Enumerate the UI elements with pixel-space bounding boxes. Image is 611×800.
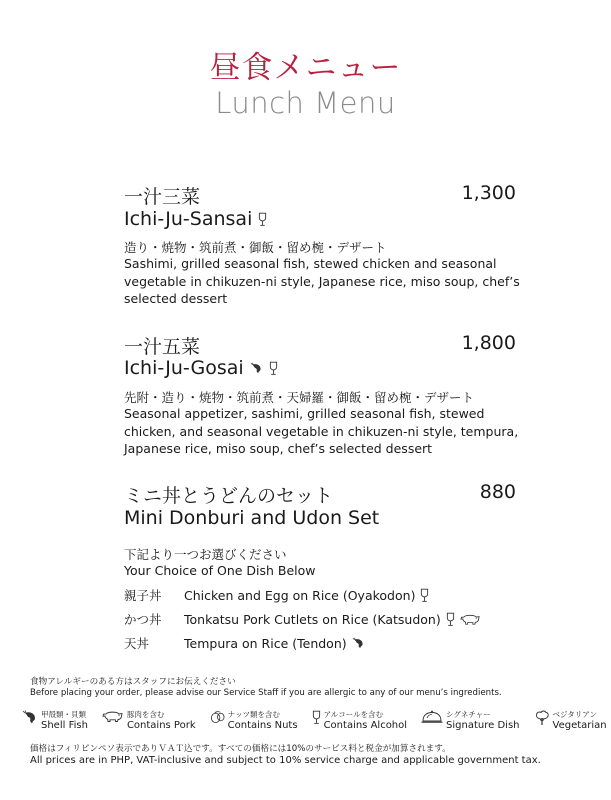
legend-label-jp: アルコールを含む [323, 710, 384, 719]
dish-1-desc-en: Sashimi, grilled seasonal fish, stewed chicken and seasonal vegetable in chikuzen-ni style, Japanese rice, miso soup, chef’s selected dessert [124, 256, 520, 306]
legend-label-en: Vegetarian [552, 720, 607, 731]
dish-1-desc-jp: 造り・焼物・筑前煮・御飯・留め椀・デザート [124, 240, 387, 255]
choice-instruction-en: Your Choice of One Dish Below [124, 563, 316, 578]
legend-label-jp: 甲殻類・貝類 [41, 710, 86, 719]
pork-icon [460, 613, 481, 625]
choice-2-name-en: Tonkatsu Pork Cutlets on Rice (Katsudon) [184, 611, 441, 627]
nuts-icon [210, 710, 225, 724]
icon-legend [22, 710, 611, 732]
choice-3-name-jp: 天丼 [124, 636, 150, 651]
list-item [124, 634, 365, 652]
vegetarian-icon [534, 710, 550, 726]
legend-vegetarian [534, 710, 607, 732]
shellfish-icon [352, 637, 365, 649]
dish-1-name-jp: 一汁三菜 [124, 186, 201, 208]
price-note-jp: 価格はフィリピンペソ表示でありＶＡＴ込です。すべての価格には10%のサービス料と税金が加算されます。 [30, 744, 451, 754]
legend-label-jp: 豚肉を含む [126, 710, 165, 719]
shellfish-icon [250, 362, 263, 374]
legend-label-jp: シグネチャー [446, 710, 491, 719]
legend-shellfish [22, 710, 88, 732]
page-title-en: Lunch Menu [215, 86, 396, 120]
legend-label-en: Contains Alcohol [323, 720, 408, 731]
dish-2-name-en: Ichi-Ju-Gosai [124, 357, 244, 379]
legend-alcohol [312, 710, 407, 732]
pork-icon [102, 710, 124, 722]
dish-3-name-jp: ミニ丼とうどんのセット [124, 485, 334, 507]
alcohol-icon [420, 588, 429, 603]
legend-label-jp: ナッツ類を含む [227, 710, 280, 719]
dish-1-name-en-row [124, 208, 267, 230]
dish-2-price: 1,800 [461, 332, 516, 354]
choice-2-name-jp: かつ丼 [124, 612, 162, 627]
allergy-note-en: Before placing your order, please advise our Service Staff if you are allergic to any of our menu’s ingredients. [30, 688, 502, 698]
choice-instruction-jp: 下記より一つお選びください [124, 547, 287, 562]
dish-2-name-en-row [124, 357, 278, 379]
alcohol-icon [258, 212, 267, 227]
dish-2-desc-en: Seasonal appetizer, sashimi, grilled seasonal fish, stewed chicken, and seasonal vegetable in chikuzen-ni style, tempura, Japanese rice, miso soup, chef’s selected dessert [124, 406, 519, 456]
choice-1-name-jp: 親子丼 [124, 588, 162, 603]
legend-label-jp: ベジタリアン [552, 710, 597, 719]
alcohol-icon [269, 361, 278, 376]
legend-signature [421, 710, 519, 732]
allergy-note-jp: 食物アレルギーのある方はスタッフにお伝えください [30, 677, 236, 687]
dish-1-name-en: Ichi-Ju-Sansai [124, 208, 253, 230]
page-title-jp: 昼食メニュー [209, 50, 402, 86]
legend-label-en: Contains Pork [126, 720, 196, 731]
alcohol-icon [312, 710, 321, 725]
dish-2-desc-jp: 先附・造り・焼物・筑前煮・天婦羅・御飯・留め椀・デザート [124, 390, 475, 405]
list-item [124, 586, 429, 604]
dish-3-name-en: Mini Donburi and Udon Set [124, 507, 380, 529]
price-note-en: All prices are in PHP, VAT-inclusive and subject to 10% service charge and applicable government tax. [30, 755, 541, 766]
dish-1-price: 1,300 [461, 182, 516, 204]
legend-pork [102, 710, 196, 732]
signature-dish-icon [421, 710, 443, 724]
choice-1-name-en: Chicken and Egg on Rice (Oyakodon) [184, 587, 416, 603]
dish-3-price: 880 [479, 481, 516, 503]
dish-2-name-jp: 一汁五菜 [124, 336, 201, 358]
shellfish-icon [22, 710, 38, 724]
legend-label-en: Shell Fish [41, 720, 88, 731]
legend-nuts [210, 710, 298, 732]
legend-label-en: Signature Dish [446, 720, 520, 731]
legend-label-en: Contains Nuts [227, 720, 298, 731]
choice-3-name-en: Tempura on Rice (Tendon) [184, 635, 347, 651]
list-item [124, 610, 481, 628]
alcohol-icon [446, 612, 455, 627]
